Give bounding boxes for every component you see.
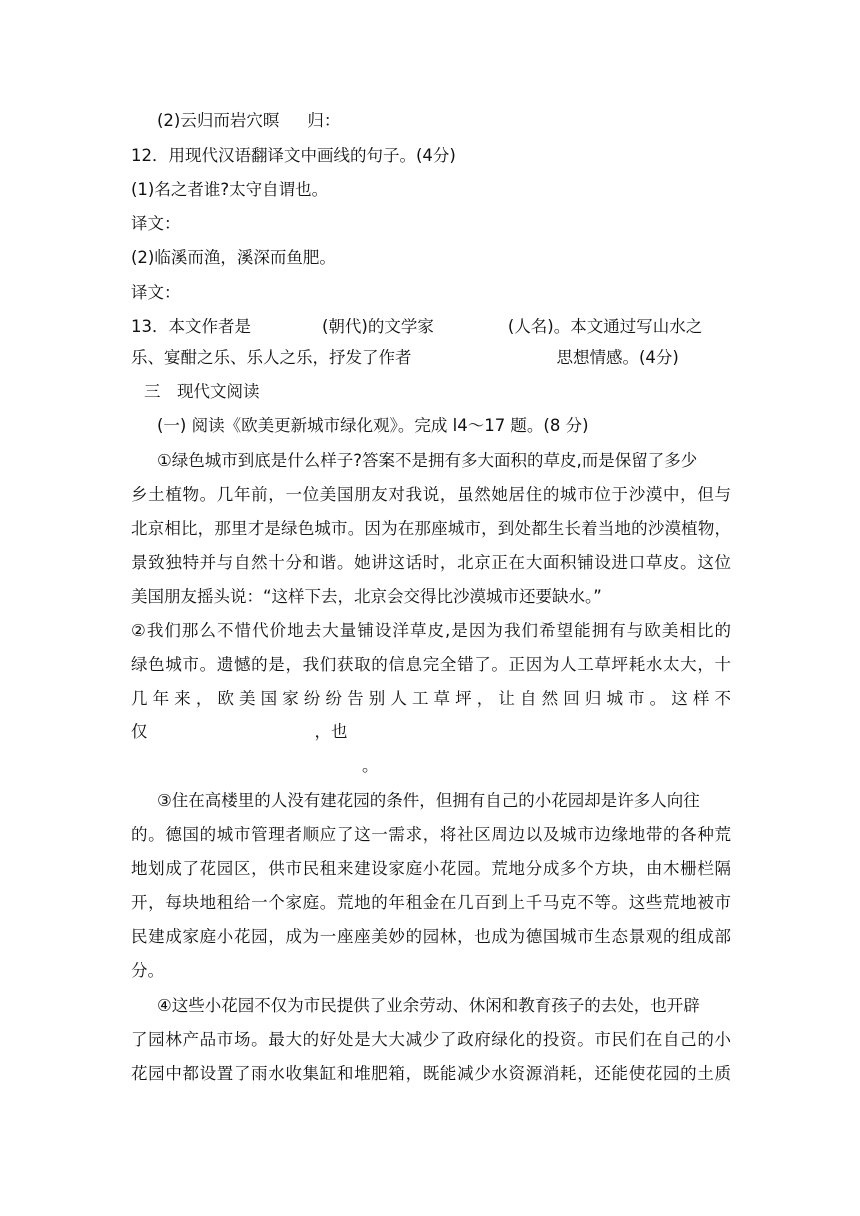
q12-item2: (2)临溪而渔，溪深而鱼肥。 (131, 248, 336, 267)
para1-line: 美国朋友摇头说：“这样下去，北京会交得比沙漠城市还要缺水。” (131, 587, 602, 606)
para3-line: 地划成了花园区，供市民租来建设家庭小花园。荒地分成多个方块，由木栅栏隔 (131, 859, 731, 878)
para1-line: ①绿色城市到底是什么样子?答案不是拥有多大面积的草皮,而是保留了多少 (157, 451, 698, 470)
q11-item2 (157, 109, 757, 133)
q13-part1: 13．本文作者是 (131, 317, 251, 336)
q13-line2a: 乐、宴酣之乐、乐人之乐，抒发了作者 (131, 348, 412, 367)
para1-line: 北京相比，那里才是绿色城市。因为在那座城市，到处都生长着当地的沙漠植物， (131, 519, 731, 538)
q13-part2: (朝代)的文学家 (322, 317, 434, 336)
para3-line: 分。 (131, 961, 164, 980)
para3-line: 开，每块地租给一个家庭。荒地的年租金在几百到上千马克不等。这些荒地被市 (131, 893, 731, 912)
para2-blank-a: 仅 (131, 722, 148, 741)
para2-line: 几年来，欧美国家纷纷告别人工草坪，让自然回归城市。这样不 (131, 689, 731, 708)
q12-translation2-label: 译文： (131, 283, 181, 302)
q11-item2-blank: 归： (307, 111, 341, 130)
para4-line: ④这些小花园不仅为市民提供了业余劳动、休闲和教育孩子的去处，也开辟 (157, 996, 700, 1015)
para1-line: 乡土植物。几年前，一位美国朋友对我说，虽然她居住的城市位于沙漠中，但与 (131, 485, 731, 504)
q13-line1 (131, 315, 731, 339)
para2-line: ②我们那么不惜代价地去大量铺设洋草皮,是因为我们希望能拥有与欧美相比的 (131, 621, 731, 640)
para2-blank-line (131, 720, 731, 744)
para2-blank-b: ，也 (314, 722, 348, 741)
q12-title: 12．用现代汉语翻译文中画线的句子。(4分) (131, 146, 456, 165)
para2-line: 绿色城市。遗憾的是，我们获取的信息完全错了。正因为人工草坪耗水太大，十 (131, 655, 731, 674)
para3-line: ③住在高楼里的人没有建花园的条件，但拥有自己的小花园却是许多人向往 (157, 791, 700, 810)
para2-end: 。 (362, 756, 379, 775)
section3-intro: (一) 阅读《欧美更新城市绿化观》。完成 l4～17 题。(8 分) (157, 416, 589, 435)
q11-item2-text: (2)云归而岩穴暝 (157, 111, 280, 130)
q13-line2b: 思想情感。(4分) (556, 348, 679, 367)
q13-line2 (131, 346, 731, 370)
para3-line: 的。德国的城市管理者顺应了这一需求，将社区周边以及城市边缘地带的各种荒 (131, 825, 731, 844)
para4-line: 了园林产品市场。最大的好处是大大减少了政府绿化的投资。市民们在自己的小 (131, 1030, 731, 1049)
para1-line: 景致独特并与自然十分和谐。她讲这话时，北京正在大面积铺设进口草皮。这位 (131, 553, 731, 572)
q12-translation1-label: 译文： (131, 214, 181, 233)
q13-part3: (人名)。本文通过写山水之 (507, 317, 703, 336)
q12-item1: (1)名之者谁?太守自谓也。 (131, 180, 329, 199)
section3-heading: 三 现代文阅读 (144, 382, 260, 401)
para3-line: 民建成家庭小花园，成为一座座美妙的园林，也成为德国城市生态景观的组成部 (131, 927, 731, 946)
para4-line: 花园中都设置了雨水收集缸和堆肥箱，既能减少水资源消耗，还能使花园的土质 (131, 1064, 731, 1083)
